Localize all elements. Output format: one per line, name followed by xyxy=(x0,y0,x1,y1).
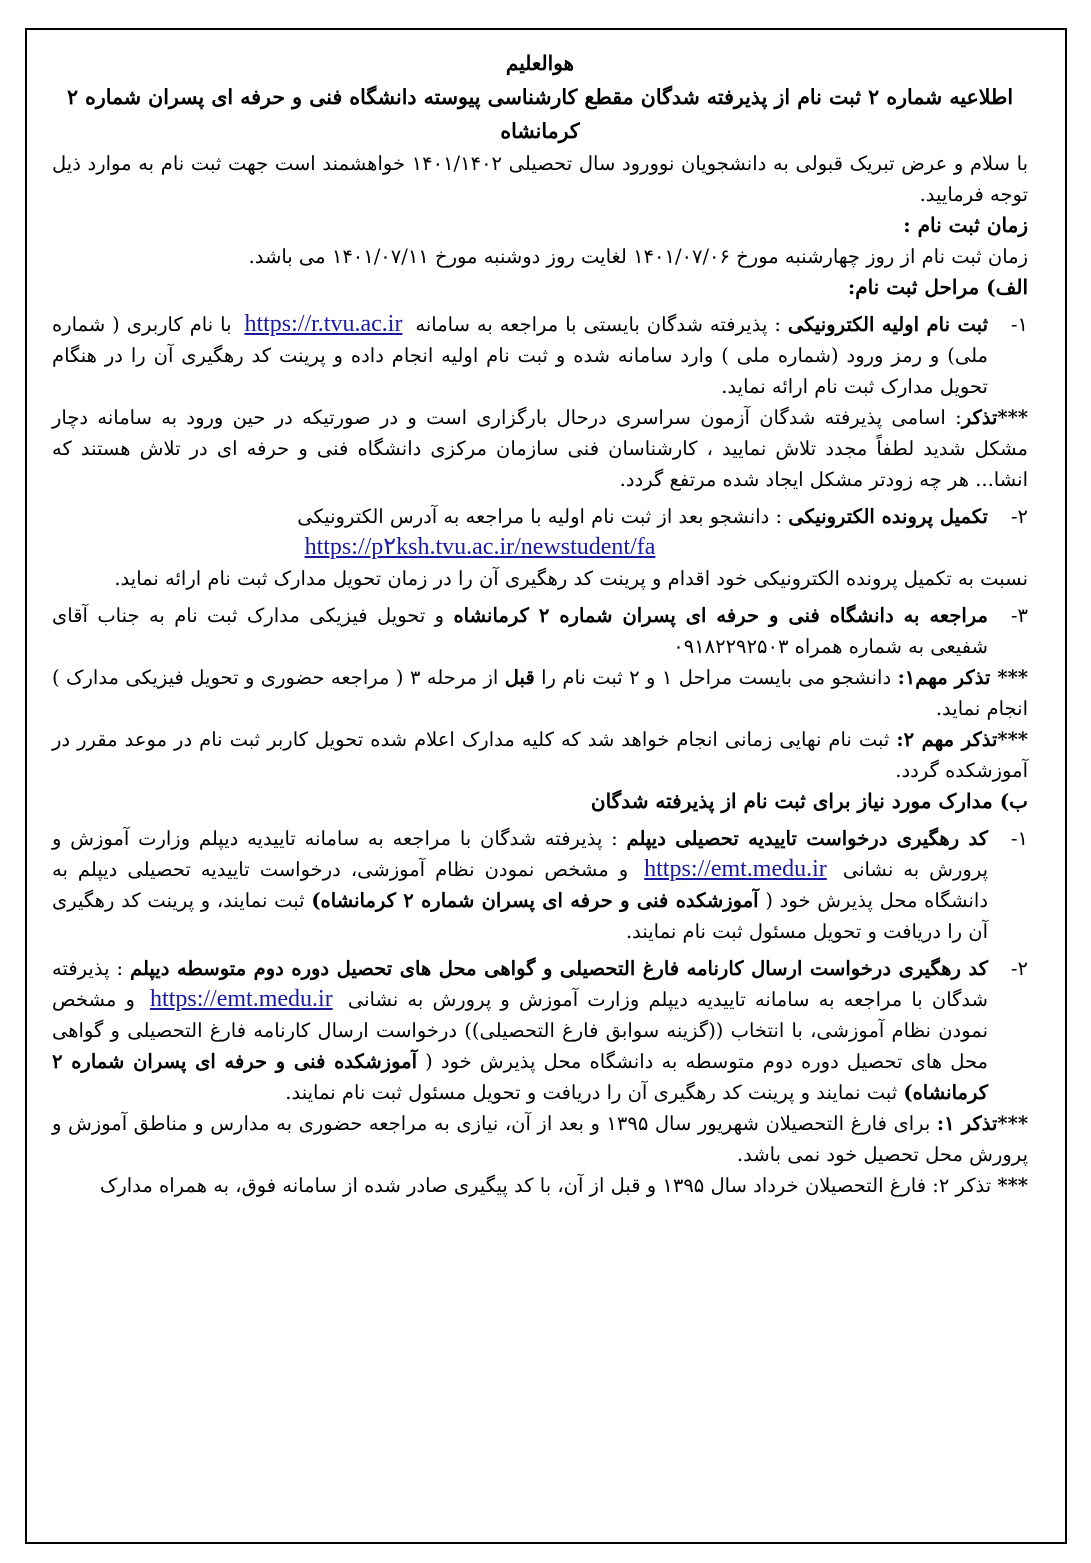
note-text: برای فارغ التحصیلان شهریور سال ۱۳۹۵ و بعد از آن، نیازی به مراجعه حضوری به مدارس و مناطق آموزش و پرورش محل تحصیل خود نمی باشد. xyxy=(52,1112,1028,1166)
note-stars: *** xyxy=(997,728,1028,751)
section-b-item-1 xyxy=(52,823,1028,947)
item-number: ۲- xyxy=(1010,957,1028,980)
item-number: ۱- xyxy=(1010,313,1028,336)
rtvu-link[interactable]: https://r.tvu.ac.ir xyxy=(244,311,403,337)
item-text: ثبت نمایند و پرینت کد رهگیری آن را دریافت و تحویل مسئول ثبت نام نمایند. xyxy=(285,1081,904,1104)
document-body xyxy=(52,46,1028,1201)
item-emphasis: آموزشکده فنی و حرفه ای پسران شماره ۲ کرمانشاه) xyxy=(311,889,759,912)
item-title: ثبت نام اولیه الکترونیکی xyxy=(787,313,988,336)
note-emphasis: قبل xyxy=(504,666,535,689)
item-title: تکمیل پرونده الکترونیکی xyxy=(788,505,988,528)
note-text: تذکر ۲: فارغ التحصیلان خرداد سال ۱۳۹۵ و قبل از آن، با کد پیگیری صادر شده از سامانه فوق، به همراه مدارک xyxy=(99,1174,998,1197)
item-text: : دانشجو بعد از ثبت نام اولیه با مراجعه به آدرس الکترونیکی xyxy=(297,505,789,528)
item-text: ثبت نمایند، و پرینت کد رهگیری آن را دریافت و تحویل مسئول ثبت نام نمایند. xyxy=(52,889,988,943)
item-text: با نام کاربری ( شماره ملی) و رمز ورود (شماره ملی ) وارد سامانه شده و ثبت نام اولیه انجام داده و پرینت کد رهگیری آن را در هنگام تحویل مدارک ثبت نام ارائه نماید. xyxy=(52,313,988,398)
note-text: ثبت نام نهایی زمانی انجام خواهد شد که کلیه مدارک اعلام شده تحویل کاربر ثبت نام در موعد مقرر در آموزشکده گردد. xyxy=(52,728,1028,782)
section-b-note-2 xyxy=(52,1170,1028,1201)
emt-link[interactable]: https://emt.medu.ir xyxy=(644,856,827,882)
note-stars: *** xyxy=(997,666,1028,689)
section-a-note-1 xyxy=(52,402,1028,495)
item-title: کد رهگیری درخواست تاییدیه تحصیلی دیپلم xyxy=(626,827,989,850)
item-text: و مشخص نمودن نظام آموزشی، با انتخاب ((گزینه سوابق فارغ التحصیلی)) درخواست ارسال کارنامه فارغ التحصیلی و گواهی محل های تحصیل دوره دوم متوسطه به دانشگاه محل پذیرش خود ( xyxy=(52,988,989,1073)
item-emphasis: آموزشکده فنی و حرفه ای پسران شماره ۲ کرمانشاه) xyxy=(52,1050,988,1104)
basmala: هوالعلیم xyxy=(505,51,575,75)
registration-time-text: زمان ثبت نام از روز چهارشنبه مورخ ۱۴۰۱/۰۷/۰۶ لغایت روز دوشنبه مورخ ۱۴۰۱/۰۷/۱۱ می باشد. xyxy=(248,245,1028,268)
note-stars: *** xyxy=(997,406,1028,429)
item-title: کد رهگیری درخواست ارسال کارنامه فارغ التحصیلی و گواهی محل های تحصیل دوره دوم متوسطه دیپلم xyxy=(129,957,989,980)
document-title: اطلاعیه شماره ۲ ثبت نام از پذیرفته شدگان مقطع کارشناسی پیوسته دانشگاه فنی و حرفه ای پسران شماره ۲ کرمانشاه xyxy=(66,85,1014,143)
section-a-note-3 xyxy=(52,724,1028,786)
note-text: از مرحله ۳ ( مراجعه حضوری و تحویل فیزیکی مدارک ) انجام نماید. xyxy=(52,666,1028,720)
item-number: ۳- xyxy=(1010,604,1028,627)
registration-time-heading: زمان ثبت نام : xyxy=(903,213,1028,237)
note-label: تذکر xyxy=(961,406,998,429)
intro-paragraph: با سلام و عرض تبریک قبولی به دانشجویان نوورود سال تحصیلی ۱۴۰۱/۱۴۰۲ خواهشمند است جهت ثبت نام به موارد ذیل توجه فرمایید. xyxy=(52,152,1029,206)
item-number: ۲- xyxy=(1010,505,1028,528)
newstudent-link[interactable]: https://p۲ksh.tvu.ac.ir/newstudent/fa xyxy=(304,534,656,560)
emt-link[interactable]: https://emt.medu.ir xyxy=(150,986,333,1012)
note-label: تذکر مهم ۲: xyxy=(896,728,998,751)
note-text: دانشجو می بایست مراحل ۱ و ۲ ثبت نام را xyxy=(534,666,898,689)
section-a-item-3 xyxy=(52,600,1028,662)
section-b-note-1 xyxy=(52,1108,1028,1170)
section-a-item-1 xyxy=(52,309,1028,402)
section-a-heading: الف) مراحل ثبت نام: xyxy=(847,275,1028,299)
newstudent-link-line xyxy=(52,532,1028,563)
note-label: تذکر ۱: xyxy=(936,1112,998,1135)
section-b-item-2 xyxy=(52,953,1028,1108)
item-text: : پذیرفته شدگان با مراجعه به سامانه تاییدیه دیپلم وزارت آموزش و پرورش به نشانی xyxy=(52,827,989,881)
section-a-item-2-continuation: نسبت به تکمیل پرونده الکترونیکی خود اقدام و پرینت کد رهگیری آن را در زمان تحویل مدارک ثبت نام ارائه نماید. xyxy=(114,567,1028,590)
section-a-item-2 xyxy=(52,501,1028,532)
item-text: : پذیرفته شدگان بایستی با مراجعه به سامانه xyxy=(408,313,788,336)
item-title: مراجعه به دانشگاه فنی و حرفه ای پسران شماره ۲ کرمانشاه xyxy=(453,604,988,627)
note-text: : اسامی پذیرفته شدگان آزمون سراسری درحال بارگزاری است و در صورتیکه در حین ورود به سامانه دچار مشکل شدید لطفاً مجدد تلاش نمایید ، کارشناسان فنی سازمان مرکزی دانشگاه فنی و حرفه ای در تلاش هستند که انشا... هر چه زودتر مشکل ایجاد شده مرتفع گردد. xyxy=(52,406,1028,491)
item-text: و مشخص نمودن نظام آموزشی، درخواست تاییدیه تحصیلی دیپلم به دانشگاه محل پذیرش خود ( xyxy=(52,858,989,912)
note-stars: *** xyxy=(997,1112,1029,1135)
item-text: : پذیرفته شدگان با مراجعه به سامانه تاییدیه دیپلم وزارت آموزش و پرورش به نشانی xyxy=(52,957,988,1011)
item-text: و تحویل فیزیکی مدارک ثبت نام به جناب آقای شفیعی به شماره همراه ۰۹۱۸۲۲۹۲۵۰۳ xyxy=(52,604,988,658)
section-a-note-2 xyxy=(52,662,1028,724)
section-b-heading: ب) مدارک مورد نیاز برای ثبت نام از پذیرفته شدگان xyxy=(590,789,1028,813)
item-number: ۱- xyxy=(1010,827,1028,850)
note-stars: *** xyxy=(997,1174,1028,1197)
note-label: تذکر مهم۱: xyxy=(897,666,998,689)
